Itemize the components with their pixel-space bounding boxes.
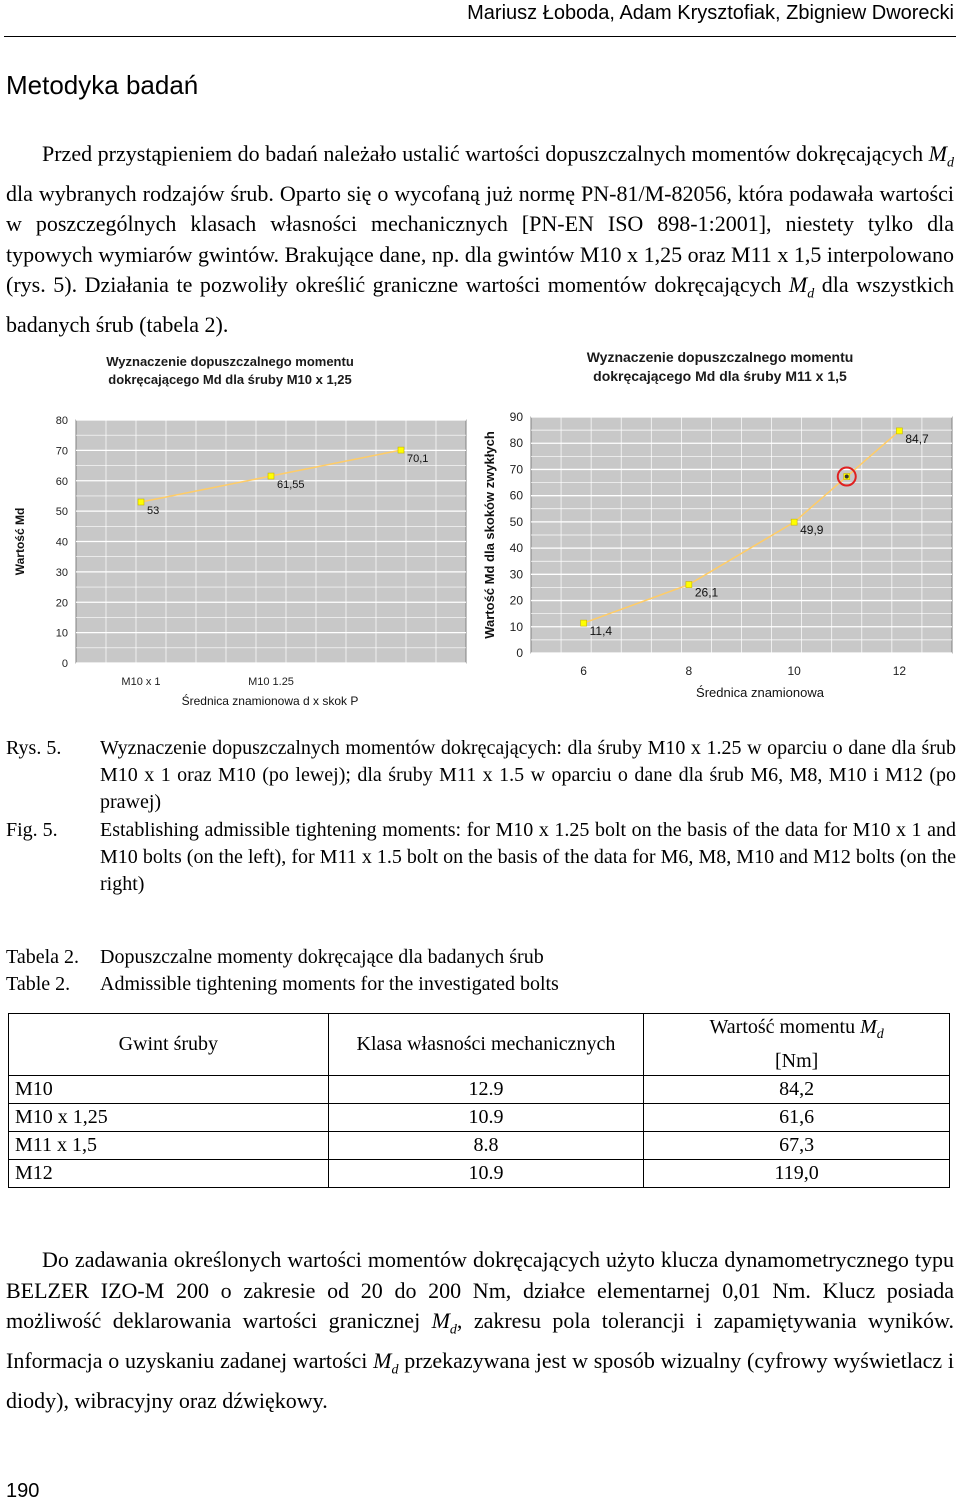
cell-thread: M10 (9, 1076, 329, 1104)
paragraph-text: Przed przystąpieniem do badań należało ustalić wartości dopuszczalnych momentów dokręcających (42, 141, 929, 166)
header-class: Klasa własności mechanicznych (328, 1014, 644, 1076)
y-tick-label: 10 (509, 619, 523, 634)
table-row (9, 1104, 950, 1132)
md-symbol (373, 1347, 399, 1378)
x-axis-label: Średnica znamionowa (696, 685, 824, 700)
y-tick-label: 30 (509, 567, 523, 582)
highlight-point (845, 475, 849, 479)
y-tick-label: 70 (509, 462, 523, 477)
y-tick-label: 50 (55, 506, 68, 519)
x-tick-label: 10 (787, 664, 801, 678)
symbol-m: M (928, 141, 947, 166)
chart-title-line-2: dokręcającego Md dla śruby M10 x 1,25 (108, 372, 352, 387)
page-number: 190 (6, 1480, 40, 1502)
cell-thread: M12 (9, 1160, 329, 1188)
y-tick-label: 40 (509, 541, 523, 556)
x-tick-label: 12 (892, 664, 907, 678)
paragraph-text: przekazywana jest w sposób wizualny (cyfrowy wyświetlacz i diody), wibracyjny oraz dźwiękowy. (6, 1347, 954, 1413)
cell-moment: 61,6 (644, 1104, 950, 1132)
data-label: 49,9 (800, 523, 824, 538)
y-tick-label: 40 (55, 536, 68, 549)
table-label-pl: Tabela 2. (6, 946, 80, 968)
data-label: 11,4 (589, 624, 613, 639)
table-caption-en (6, 971, 559, 998)
md-symbol (788, 272, 815, 302)
y-tick-label: 30 (55, 566, 68, 579)
cell-moment: 67,3 (644, 1132, 950, 1160)
figure-caption-en (6, 817, 956, 898)
section-title: Metodyka badań (6, 70, 199, 100)
chart-title-line-1: Wyznaczenie dopuszczalnego momentu (586, 349, 854, 365)
cell-class: 12.9 (328, 1076, 644, 1104)
y-tick-label: 80 (509, 436, 523, 451)
symbol-m: M (860, 1016, 877, 1038)
y-tick-label: 0 (61, 658, 68, 670)
data-label: 26,1 (694, 585, 719, 600)
table-row (9, 1160, 950, 1188)
header-moment-text: Wartość momentu (709, 1016, 861, 1038)
md-symbol (928, 141, 954, 171)
symbol-m: M (373, 1347, 392, 1373)
x-tick-label: M10 1.25 (248, 676, 294, 688)
header-moment-unit: [Nm] (774, 1050, 819, 1072)
chart-right (480, 345, 956, 710)
moments-table (8, 1013, 950, 1188)
y-tick-label: 20 (55, 597, 68, 610)
symbol-d: d (947, 155, 954, 171)
symbol-m: M (788, 272, 808, 298)
data-label: 70,1 (407, 453, 429, 466)
data-point (581, 620, 587, 626)
figure-label-en: Fig. 5. (6, 819, 58, 841)
symbol-d: d (391, 1362, 399, 1378)
symbol-m: M (431, 1308, 450, 1333)
table-label-en: Table 2. (6, 973, 71, 995)
data-point (138, 499, 144, 505)
paragraph-text: Do zadawania określonych wartości momentów dokręcających użyto klucza dynamometrycznego typu BELZER IZO-M 200 o zakresie od 20 do 200 Nm, działce elementarnej 0,01 Nm. Klucz posiada możliwość deklarowania wartości granicznej (6, 1247, 954, 1333)
y-tick-label: 90 (509, 410, 523, 424)
chart-title-line-2: dokręcającego Md dla śruby M11 x 1,5 (593, 368, 847, 384)
x-axis-label: Średnica znamionowa d x skok P (181, 694, 359, 708)
y-tick-label: 60 (55, 475, 68, 488)
cell-moment: 84,2 (644, 1076, 950, 1104)
y-axis-label: Wartość Md (13, 507, 27, 576)
y-tick-label: 60 (509, 488, 523, 503)
chart-right-svg (480, 345, 956, 710)
y-tick-label: 20 (509, 593, 523, 608)
md-symbol (860, 1016, 884, 1042)
data-label: 53 (147, 505, 160, 518)
cell-moment: 119,0 (644, 1160, 950, 1188)
table-caption-pl (6, 944, 544, 971)
paragraph-text: dla wszystkich badanych śrub (tabela 2). (6, 272, 954, 338)
data-point (791, 519, 797, 525)
y-tick-label: 50 (509, 514, 523, 529)
header-moment (644, 1014, 950, 1076)
data-label: 61,55 (277, 479, 305, 492)
y-axis-label: Wartość Md dla skoków zwykłych (482, 431, 497, 639)
cell-class: 10.9 (328, 1160, 644, 1188)
chart-left (10, 350, 472, 712)
data-point (398, 447, 404, 453)
x-tick-label: 8 (685, 664, 693, 678)
y-tick-label: 10 (55, 627, 68, 640)
table-row (9, 1132, 950, 1160)
running-header: Mariusz Łoboda, Adam Krysztofiak, Zbigniew Dworecki (467, 2, 954, 24)
data-point (268, 473, 274, 479)
y-tick-label: 0 (516, 646, 523, 660)
data-label: 84,7 (905, 431, 929, 446)
cell-thread: M10 x 1,25 (9, 1104, 329, 1132)
chart-title-line-1: Wyznaczenie dopuszczalnego momentu (106, 354, 354, 369)
cell-class: 10.9 (328, 1104, 644, 1132)
symbol-d: d (807, 286, 815, 302)
header-rule (4, 36, 956, 37)
y-tick-label: 70 (55, 445, 68, 458)
table-row (9, 1076, 950, 1104)
x-tick-label: 6 (580, 664, 587, 678)
figure-caption-text-pl: Wyznaczenie dopuszczalnych momentów dokręcających: dla śruby M10 x 1.25 w oparciu o dane dla śrub M10 x 1 oraz M10 (po lewej); dla śruby M11 x 1.5 w oparciu o dane dla śrub M6, M8, M10 i M12 (po prawej) (100, 737, 956, 813)
symbol-d: d (449, 1322, 457, 1338)
figure-label-pl: Rys. 5. (6, 737, 62, 759)
figure-caption-pl (6, 735, 956, 816)
md-symbol (431, 1308, 457, 1338)
data-point (686, 582, 692, 588)
table-caption-text-en: Admissible tightening moments for the investigated bolts (100, 973, 559, 995)
cell-class: 8.8 (328, 1132, 644, 1160)
data-point (896, 428, 902, 434)
figure-caption-text-en: Establishing admissible tightening moments: for M10 x 1.25 bolt on the basis of the data for M10 x 1 and M10 bolts (on the left), for M11 x 1.5 bolt on the basis of the data for M6, M8, M10 and M12 bolts (on the right) (100, 819, 956, 895)
table-header-row (9, 1014, 950, 1076)
paragraph-method (6, 1245, 954, 1416)
table-caption-text-pl: Dopuszczalne momenty dokręcające dla badanych śrub (100, 946, 544, 968)
chart-left-svg (10, 350, 472, 712)
header-thread: Gwint śruby (9, 1014, 329, 1076)
y-tick-label: 80 (55, 415, 68, 427)
paragraph-intro (6, 139, 954, 341)
symbol-d: d (876, 1027, 884, 1042)
x-tick-label: M10 x 1 (121, 676, 161, 688)
paragraph-text: dla wybranych rodzajów śrub. Oparto się o wycofaną już normę PN-81/M-82056, która podawała wartości w poszczególnych klasach własności mechanicznych [PN-EN ISO 898-1:2001], niestety tylko dla typowych wymiarów gwintów. Brakujące dane, np. dla gwintów M10 x 1,25 oraz M11 x 1,5 interpolowano (rys. 5). Działania te pozwoliły określić graniczne wartości momentów dokręcających (6, 180, 954, 298)
paragraph-text: , zakresu pola tolerancji i zapamiętywania wyników. Informacja o uzyskaniu zadanej wartości (6, 1308, 955, 1373)
cell-thread: M11 x 1,5 (9, 1132, 329, 1160)
